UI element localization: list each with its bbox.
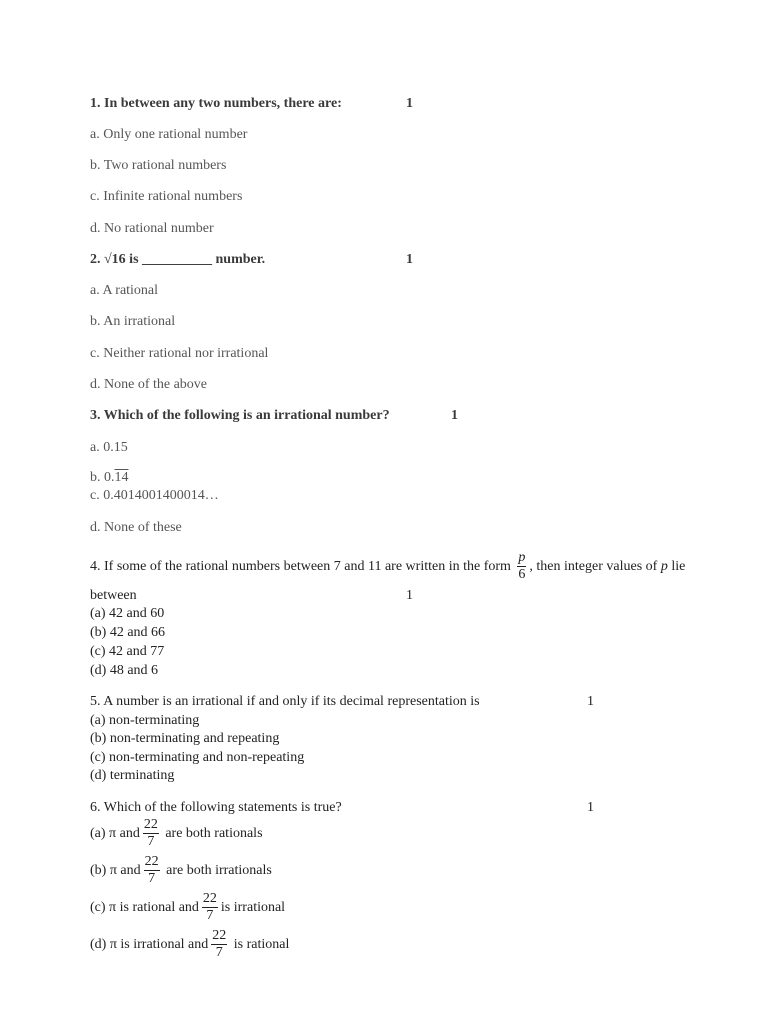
question-3-option-b	[90, 469, 129, 486]
question-4-option-b: (b) 42 and 66	[90, 625, 166, 640]
fraction-numerator: 22	[143, 817, 158, 833]
question-4-stem	[90, 550, 685, 584]
question-3-option-d: d. None of these	[90, 520, 182, 535]
question-4-option-d: (d) 48 and 6	[90, 663, 159, 678]
fraction-denominator: 7	[215, 945, 223, 961]
question-5-stem: 5. A number is an irrational if and only if its decimal representation is	[90, 694, 480, 709]
option-a-before: (a) π and	[90, 826, 140, 841]
question-2-option-d: d. None of the above	[90, 377, 208, 392]
fraction-numerator: 22	[202, 891, 217, 907]
option-d-before: (d) π is irrational and	[90, 937, 209, 952]
question-4-option-c: (c) 42 and 77	[90, 644, 165, 659]
fraction-p-over-6	[517, 550, 526, 583]
option-b-before: (b) π and	[90, 863, 141, 878]
question-2-stem: 2. √16 is __________ number.	[90, 252, 266, 267]
question-1-option-c: c. Infinite rational numbers	[90, 189, 243, 204]
question-6-option-a	[90, 817, 263, 851]
question-3-marks: 1	[451, 408, 458, 423]
stem-variable: p	[660, 559, 668, 574]
question-5-option-b: (b) non-terminating and repeating	[90, 731, 280, 746]
question-1-marks: 1	[406, 96, 413, 111]
question-6-marks: 1	[587, 800, 594, 815]
question-1-option-b: b. Two rational numbers	[90, 158, 227, 173]
question-4-marks: 1	[406, 588, 413, 603]
option-a-after: are both rationals	[161, 826, 263, 841]
stem-part-3: lie	[667, 559, 686, 574]
option-c-after: is irrational	[220, 900, 286, 915]
fraction-numerator: 22	[212, 928, 227, 944]
question-2-option-a: a. A rational	[90, 283, 159, 298]
fraction-denominator: 7	[206, 908, 214, 924]
question-6-option-c	[90, 891, 285, 925]
fraction-22-over-7	[143, 817, 159, 850]
question-4-stem-continued: between	[90, 588, 137, 603]
question-6-option-b	[90, 854, 272, 888]
question-2-option-b: b. An irrational	[90, 314, 176, 329]
fraction-denominator: 7	[148, 871, 156, 887]
option-b-after: are both irrationals	[162, 863, 272, 878]
question-1-option-d: d. No rational number	[90, 221, 214, 236]
question-6-option-d	[90, 928, 289, 962]
fraction-numerator: p	[518, 550, 526, 566]
question-1-stem: 1. In between any two numbers, there are:	[90, 96, 342, 111]
question-2-option-c: c. Neither rational nor irrational	[90, 346, 269, 361]
stem-part-2: , then integer values of	[529, 559, 661, 574]
fraction-denominator: 6	[518, 567, 526, 583]
fraction-22-over-7	[202, 891, 218, 924]
question-3-stem: 3. Which of the following is an irrational number?	[90, 408, 390, 423]
question-2-marks: 1	[406, 252, 413, 267]
question-5-option-c: (c) non-terminating and non-repeating	[90, 750, 305, 765]
question-4-option-a: (a) 42 and 60	[90, 606, 165, 621]
fraction-denominator: 7	[147, 834, 155, 850]
question-6-stem: 6. Which of the following statements is true?	[90, 800, 342, 815]
question-1-option-a: a. Only one rational number	[90, 127, 248, 142]
question-3-option-c: c. 0.4014001400014…	[90, 488, 219, 503]
question-5-marks: 1	[587, 694, 594, 709]
fraction-22-over-7	[211, 928, 227, 961]
option-c-before: (c) π is rational and	[90, 900, 199, 915]
fraction-numerator: 22	[144, 854, 159, 870]
fraction-22-over-7	[144, 854, 160, 887]
recurring-digits: 14	[114, 470, 129, 485]
question-5-option-d: (d) terminating	[90, 768, 175, 783]
question-3-option-a: a. 0.15	[90, 440, 128, 455]
option-d-after: is rational	[230, 937, 290, 952]
stem-part-1: 4. If some of the rational numbers between 7 and 11 are written in the form	[90, 559, 515, 574]
question-5-option-a: (a) non-terminating	[90, 713, 200, 728]
option-b-prefix: b. 0.	[90, 470, 115, 485]
